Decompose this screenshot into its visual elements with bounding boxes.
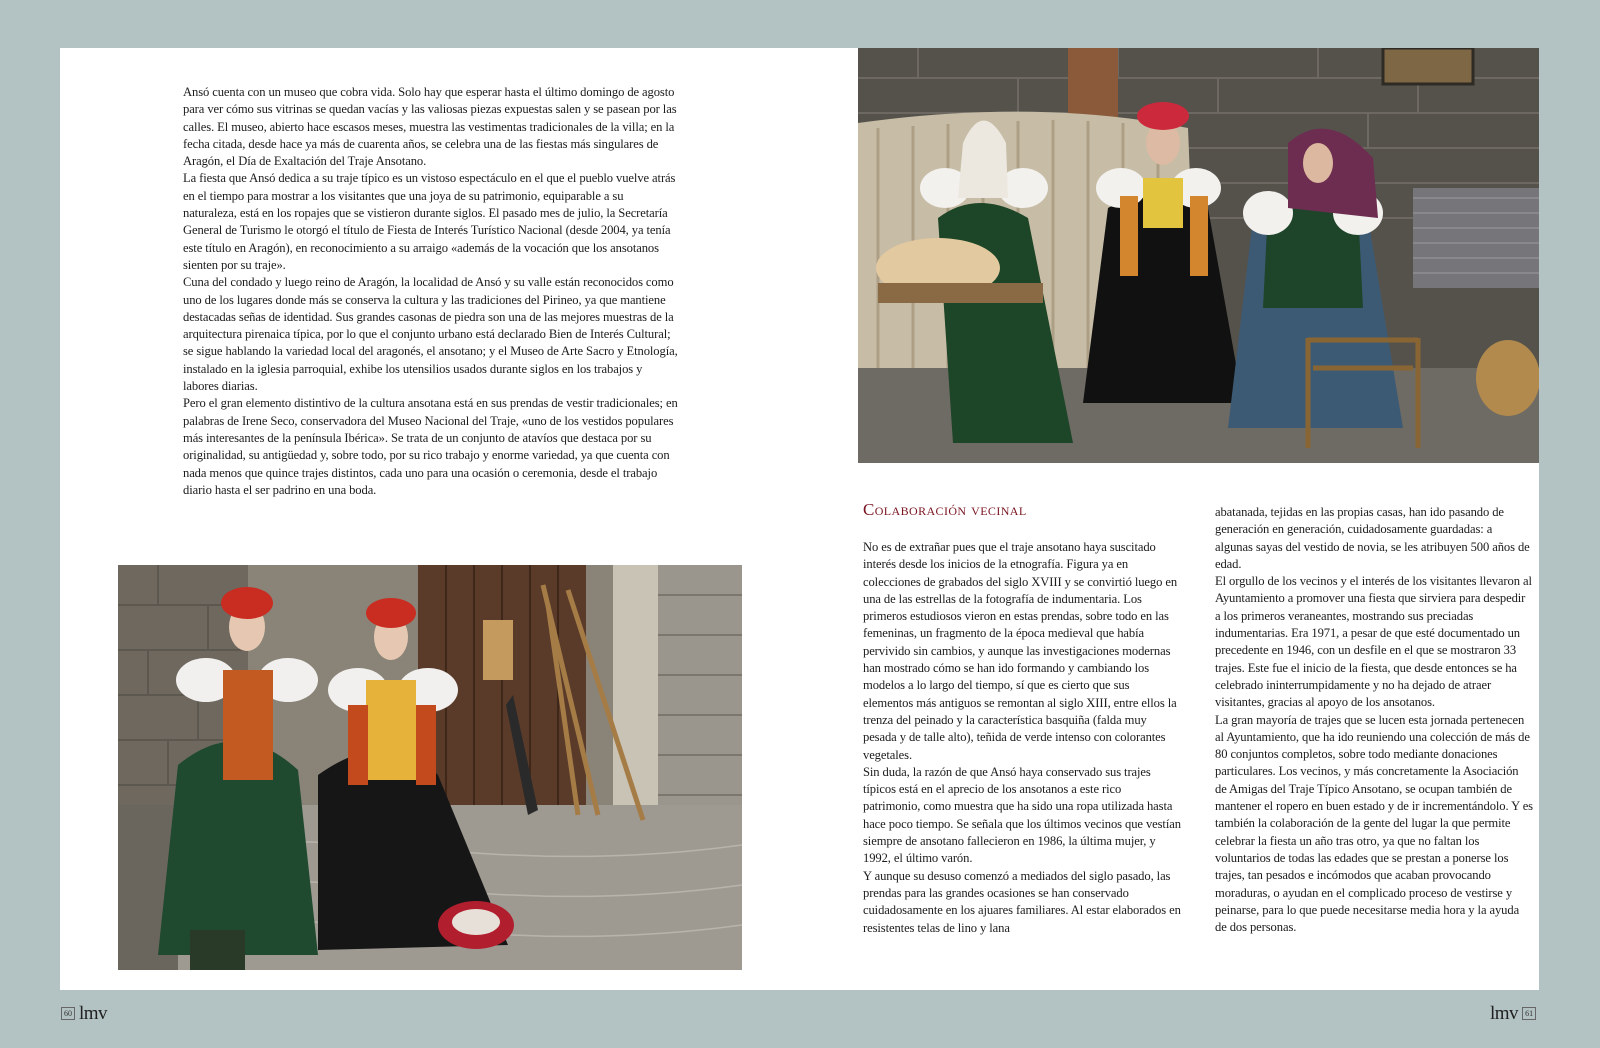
body-paragraph: No es de extrañar pues que el traje ansotano haya suscitado interés desde los inicios de la etnografía. Figura ya en colecciones de grabados del siglo XVIII y se convirtió luego en una de las estrellas de la fotografía de indumentaria. Los primeros estudiosos vieron en estas prendas, sobre todo en las femeninas, un fragmento de la época medieval que había pervivido sin cambios, y aunque las investigaciones modernas han mostrado cómo se han ido formando y cambiando los modelos a lo largo del tiempo, sí que es cierto que sus elementos más antiguos se remontan al siglo XIII, entre ellos la trenza del peinado y la característica basquiña (falda muy pesada y de talle alto), teñida de verde intenso con colorantes vegetales. <box>863 540 1178 762</box>
photo-two-women-traditional-dress <box>118 565 742 970</box>
left-page <box>60 48 838 990</box>
page-number: 61 <box>1522 1007 1536 1020</box>
magazine-logo: lmv <box>1490 1003 1519 1024</box>
page-number: 60 <box>61 1007 75 1020</box>
magazine-logo: lmv <box>79 1003 108 1024</box>
body-column-2 <box>1215 504 1533 936</box>
body-paragraph: La gran mayoría de trajes que se lucen esta jornada pertenecen al Ayuntamiento, que ha ido reuniendo una colección de más de 80 conjuntos completos, sobre todo mediante donaciones particulares. Los vecinos, y más concretamente la Asociación de Amigas del Traje Típico Ansotano, se ocupan también de mantener el ropero en buen estado y de ir incrementándolo. Y es también la colaboración de la gente del lugar la que permite celebrar la fiesta un año tras otro, ya que no faltan los voluntarios de todas las edades que se prestan a ponerse los trajes, tan pesados e incómodos que acaban provocando moraduras, o ayudan en el complicado proceso de vestirse y peinarse, para lo que puede necesitarse media hora y la ayuda de dos personas. <box>1215 712 1533 935</box>
intro-paragraph: Cuna del condado y luego reino de Aragón, la localidad de Ansó y su valle están reconocidos como uno de los lugares donde más se conserva la cultura y las tradiciones del Pirineo, ya que mantiene destacadas señas de identidad. Sus grandes casonas de piedra son una de las mejores muestras de la arquitectura pirenaica típica, por lo que el conjunto urbano está declarado Bien de Interés Cultural; se sigue hablando la variedad local del aragonés, el ansotano; y el Museo de Arte Sacro y Etnología, instalado en la iglesia parroquial, exhibe los utensilios usados durante siglos en los trabajos y labores diarias. <box>183 275 678 394</box>
intro-text <box>183 84 678 499</box>
body-paragraph: El orgullo de los vecinos y el interés de los visitantes llevaron al Ayuntamiento a promover una fiesta que sirviera para despedir a los primeros veraneantes, mostrando sus preciadas indumentarias. Era 1971, a pesar de que esté documentado un precedente en 1946, con un desfile en el que se mostraron 33 trajes. Este fue el inicio de la fiesta, que desde entonces se ha celebrado ininterrumpidamente y no ha dejado de atraer visitantes, gracias al apoyo de los ansotanos. <box>1215 574 1532 710</box>
intro-paragraph: Pero el gran elemento distintivo de la cultura ansotana está en sus prendas de vestir tradicionales; en palabras de Irene Seco, conservadora del Museo Nacional del Traje, «uno de los vestidos populares más interesantes de la península Ibérica». Se trata de un conjunto de atavíos que destaca por su originalidad, su antigüedad y, sobre todo, por su rico trabajo y enorme variedad, ya que cuenta con nada menos que quince trajes distintos, cada uno para una ocasión o ceremonia, desde el trabajo diario hasta el ser padrino en una boda. <box>183 396 678 497</box>
right-page <box>838 48 1539 990</box>
folio-left <box>61 1004 107 1023</box>
body-paragraph: Y aunque su desuso comenzó a mediados del siglo pasado, las prendas para las grandes ocasiones se han conservado cuidadosamente en los ajuares familiares. Al estar elaborados en resistentes telas de lino y lana <box>863 868 1181 935</box>
intro-paragraph: La fiesta que Ansó dedica a su traje típico es un vistoso espectáculo en el que el pueblo vuelve atrás en el tiempo para mostrar a los visitantes que una joya de su patrimonio, equiparable a su naturaleza, está en los ropajes que se vistieron durante siglos. El pasado mes de julio, la Secretaría General de Turismo le otorgó el título de Fiesta de Interés Turístico Nacional (desde 2004, ya tenía este título en Aragón), en reconocimiento a su arraigo «además de la vocación que los ansotanos sienten por su traje». <box>183 171 676 272</box>
body-paragraph: abatanada, tejidas en las propias casas, han ido pasando de generación en generación, cuidadosamente guardadas: a algunas sayas del vestido de novia, se les atribuyen 500 años de edad. <box>1215 505 1530 571</box>
intro-paragraph: Ansó cuenta con un museo que cobra vida. Solo hay que esperar hasta el último domingo de agosto para ver cómo sus vitrinas se quedan vacías y las valiosas piezas expuestas salen y se pasean por las calles. El museo, abierto hace escasos meses, muestra las vestimentas tradicionales de la villa; en la fecha citada, desde hace ya más de cuarenta años, se celebra una de las fiestas más singulares de Aragón, el Día de Exaltación del Traje Ansotano. <box>183 85 677 169</box>
folio-right <box>1490 1004 1536 1023</box>
photo-three-women-seated <box>858 48 1539 463</box>
section-heading: Colaboración vecinal <box>863 500 1027 519</box>
body-paragraph: Sin duda, la razón de que Ansó haya conservado sus trajes típicos está en el aprecio de los ansotanos a este rico patrimonio, como muestra que ha sido una ropa utilizada hasta hace poco tiempo. Se señala que los últimos vecinos que vestían siempre de ansotano fallecieron en 1986, la última mujer, y 1992, el último varón. <box>863 764 1181 866</box>
body-column-1 <box>863 539 1181 937</box>
